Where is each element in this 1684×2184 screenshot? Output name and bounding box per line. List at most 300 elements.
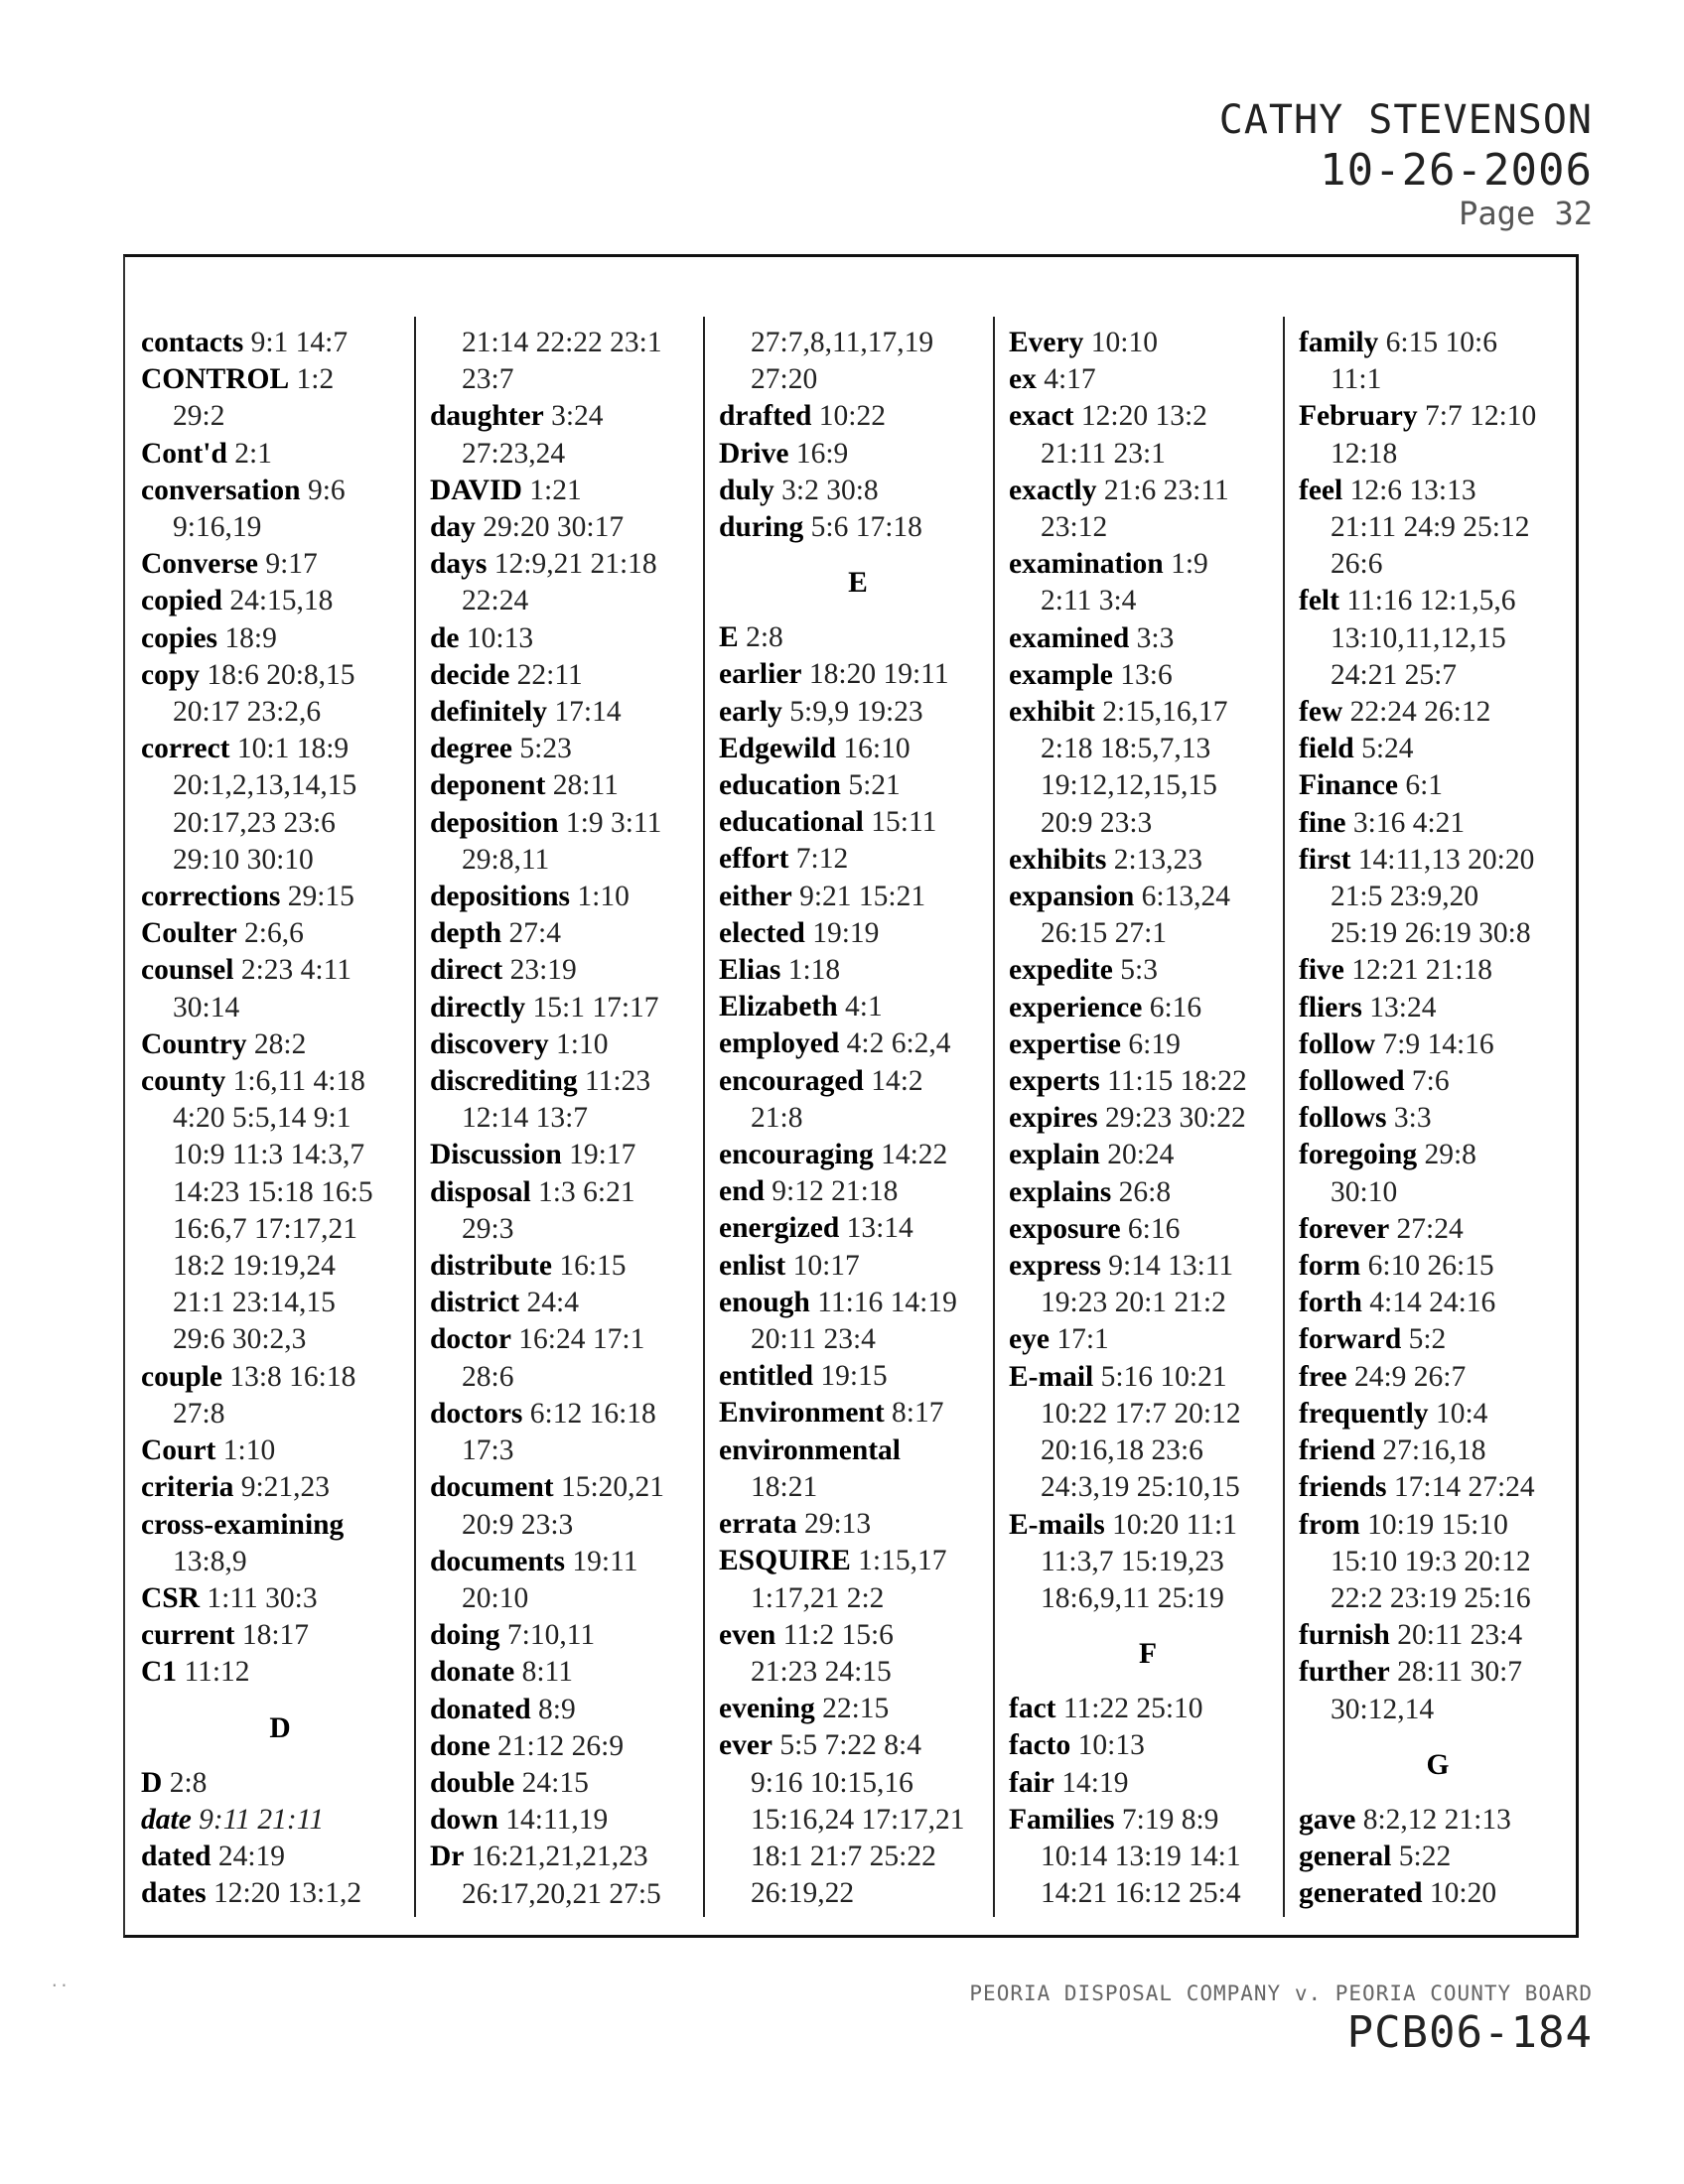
index-page-refs: 16:9: [795, 437, 849, 470]
index-entry: [1299, 1063, 1577, 1100]
index-entry: [719, 1248, 997, 1285]
index-term: conversation: [141, 474, 301, 506]
index-term: contacts: [141, 327, 244, 358]
index-term: DAVID: [430, 474, 522, 506]
index-term: daughter: [430, 400, 544, 433]
index-entry: [719, 989, 997, 1025]
index-entry: [141, 361, 419, 398]
index-page-refs: 23:7: [462, 363, 514, 396]
index-page-refs: 26:8: [1118, 1175, 1172, 1208]
index-entry: [141, 546, 419, 583]
index-page-refs: 29:20 30:17: [483, 511, 625, 544]
index-term: Finance: [1299, 769, 1398, 802]
index-page-refs: 11:3,7 15:19,23: [1041, 1545, 1224, 1577]
index-term: either: [719, 880, 792, 912]
index-term: doctors: [430, 1397, 523, 1430]
index-entry-continuation: [1299, 915, 1577, 952]
index-page-refs: 28:2: [253, 1027, 307, 1060]
index-term: Elizabeth: [719, 991, 838, 1024]
index-entry-continuation: [719, 1100, 997, 1137]
index-term: followed: [1299, 1065, 1405, 1098]
index-page-refs: 10:10: [1090, 327, 1158, 358]
index-page-refs: 4:1: [845, 991, 883, 1024]
index-entry: [430, 1469, 708, 1506]
index-term: foregoing: [1299, 1139, 1418, 1171]
index-entry-continuation: [719, 1875, 997, 1912]
index-term: Country: [141, 1027, 247, 1060]
index-entry: [719, 1025, 997, 1062]
index-page-refs: 3:3: [1393, 1102, 1432, 1135]
index-entry: [1299, 1802, 1577, 1839]
index-entry: [141, 1507, 419, 1544]
index-term: E-mails: [1009, 1508, 1105, 1541]
index-page-refs: 18:20 19:11: [808, 658, 949, 691]
index-term: depth: [430, 917, 502, 950]
index-entry: [430, 1063, 708, 1100]
index-entry: [430, 620, 708, 657]
index-section-letter: F: [1138, 1638, 1158, 1671]
index-page-refs: 16:24 17:1: [518, 1323, 645, 1356]
index-term: fliers: [1299, 991, 1362, 1024]
index-entry: [719, 1210, 997, 1247]
index-entry: [141, 436, 419, 473]
index-entry: [1009, 1359, 1287, 1396]
index-page-refs: 12:21 21:18: [1351, 954, 1493, 987]
index-entry: [1009, 1137, 1287, 1173]
index-page-refs: 7:7 12:10: [1425, 400, 1537, 433]
index-page-refs: 5:3: [1120, 954, 1158, 987]
index-entry: [719, 1691, 997, 1727]
index-term: degree: [430, 733, 512, 765]
index-page-refs: 8:17: [892, 1397, 944, 1430]
index-page-refs: 6:1: [1405, 769, 1444, 802]
index-page-refs: 13:8,9: [173, 1545, 247, 1577]
index-page-refs: 29:10 30:10: [173, 843, 314, 876]
index-page-refs: 18:9: [224, 621, 277, 654]
index-entry-continuation: [1009, 1469, 1287, 1506]
index-page-refs: 24:21 25:7: [1331, 658, 1458, 691]
index-term: February: [1299, 400, 1418, 433]
index-entry: [141, 1580, 419, 1617]
index-term: donate: [430, 1656, 515, 1689]
index-page-refs: 20:17 23:2,6: [173, 696, 322, 729]
index-term: encouraging: [719, 1139, 874, 1171]
index-page-refs: 2:8: [169, 1766, 208, 1799]
index-entry: [141, 473, 419, 509]
index-term: example: [1009, 658, 1113, 691]
index-page-refs: 13:6: [1120, 658, 1173, 691]
index-page-refs: 11:16 14:19: [817, 1286, 957, 1318]
index-page-refs: 10:13: [466, 621, 534, 654]
index-page-refs: 29:13: [803, 1508, 872, 1541]
index-page-refs: 29:8: [1424, 1139, 1476, 1171]
index-page-refs: 1:6,11 4:18: [232, 1065, 365, 1098]
index-page-refs: 30:10: [1331, 1175, 1398, 1208]
index-entry: [1299, 325, 1577, 361]
index-page-refs: 1:2: [296, 363, 335, 396]
index-entry-continuation: [1009, 1580, 1287, 1617]
index-entry: [1009, 1211, 1287, 1248]
index-page-refs: 20:11 23:4: [751, 1323, 876, 1356]
index-entry-continuation: [141, 805, 419, 842]
index-entry-continuation: [1299, 546, 1577, 583]
index-term: from: [1299, 1508, 1360, 1541]
index-term: errata: [719, 1508, 797, 1541]
index-term: Discussion: [430, 1139, 562, 1171]
index-page-refs: 12:18: [1331, 437, 1398, 470]
index-page-refs: 20:17,23 23:6: [173, 806, 336, 839]
index-entry: [141, 1433, 419, 1469]
index-page-refs: 3:24: [551, 400, 604, 433]
index-page-refs: 1:17,21 2:2: [751, 1581, 885, 1614]
index-entry: [1009, 361, 1287, 398]
index-page-refs: 27:20: [751, 363, 818, 396]
index-entry: [430, 1839, 708, 1875]
index-page-refs: 24:15: [521, 1766, 589, 1799]
index-page-refs: 27:16,18: [1382, 1434, 1486, 1467]
index-page-refs: 24:4: [526, 1287, 579, 1319]
index-entry: [141, 879, 419, 915]
index-page-refs: 29:15: [287, 881, 354, 913]
index-page-refs: 1:3 6:21: [538, 1175, 635, 1208]
index-term: forward: [1299, 1323, 1402, 1356]
index-term: days: [430, 548, 488, 581]
index-entry: [141, 1765, 419, 1802]
index-term: depositions: [430, 881, 570, 913]
index-page-refs: 12:9,21 21:18: [493, 548, 657, 581]
index-entry: [719, 1506, 997, 1543]
index-term: forth: [1299, 1287, 1362, 1319]
index-entry: [141, 1802, 419, 1839]
index-term: E: [719, 621, 739, 654]
index-entry: [1009, 1174, 1287, 1211]
index-page-refs: 5:24: [1361, 733, 1414, 765]
index-page-refs: 9:1 14:7: [250, 327, 349, 358]
index-section-letter: E: [848, 567, 868, 600]
index-entry-continuation: [1299, 1692, 1577, 1728]
index-entry: [1299, 1469, 1577, 1506]
index-entry-continuation: [1299, 879, 1577, 915]
index-term: down: [430, 1804, 498, 1837]
index-page-refs: 15:11: [871, 806, 937, 839]
index-entry: [430, 1765, 708, 1802]
index-entry: [1299, 583, 1577, 619]
index-entry-continuation: [141, 1137, 419, 1173]
index-entry: [1299, 842, 1577, 879]
index-entry: [719, 767, 997, 804]
index-page-refs: 19:11: [572, 1545, 638, 1577]
index-page-refs: 17:14 27:24: [1393, 1471, 1535, 1504]
index-entry-continuation: [430, 583, 708, 619]
index-page-refs: 1:10: [222, 1434, 276, 1467]
index-page-refs: 2:23 4:11: [240, 954, 351, 987]
index-page-refs: 30:14: [173, 991, 240, 1024]
index-entry: [1299, 473, 1577, 509]
index-page-refs: 28:11 30:7: [1397, 1656, 1523, 1689]
index-page-refs: 26:6: [1331, 548, 1383, 581]
index-page-refs: 23:19: [509, 954, 577, 987]
index-entry: [430, 509, 708, 546]
index-entry-continuation: [1299, 361, 1577, 398]
index-term: elected: [719, 916, 805, 949]
index-page-refs: 13:24: [1369, 991, 1437, 1024]
index-term: encouraged: [719, 1064, 864, 1097]
index-entry-continuation: [141, 990, 419, 1026]
index-term: exactly: [1009, 474, 1097, 506]
index-page-refs: 27:24: [1396, 1212, 1464, 1245]
index-column-5: [1299, 325, 1577, 1912]
index-term: felt: [1299, 585, 1339, 617]
index-term: follow: [1299, 1027, 1376, 1060]
index-page-refs: 1:10: [556, 1027, 609, 1060]
index-entry-continuation: [719, 1321, 997, 1358]
index-page-refs: 19:17: [569, 1139, 636, 1171]
index-term: few: [1299, 696, 1343, 729]
index-page-refs: 11:15 18:22: [1107, 1065, 1247, 1098]
index-entry: [430, 731, 708, 767]
index-term: de: [430, 621, 460, 654]
index-entry-continuation: [141, 1285, 419, 1321]
index-term: drafted: [719, 400, 812, 433]
index-entry: [430, 767, 708, 804]
index-page-refs: 26:19,22: [751, 1877, 855, 1910]
index-term: date: [141, 1803, 192, 1836]
index-entry-continuation: [719, 1580, 997, 1617]
index-term: copies: [141, 621, 218, 654]
index-entry-continuation: [1009, 1396, 1287, 1433]
index-page-refs: 2:8: [746, 621, 783, 654]
index-term: experts: [1009, 1065, 1100, 1098]
index-term: during: [719, 511, 804, 544]
index-entry: [141, 1839, 419, 1875]
index-entry: [1009, 473, 1287, 509]
index-term: early: [719, 695, 782, 728]
index-entry: [1009, 1321, 1287, 1358]
index-page-refs: 14:23 15:18 16:5: [173, 1175, 373, 1208]
index-page-refs: 2:18 18:5,7,13: [1041, 733, 1211, 765]
index-page-refs: 28:6: [462, 1360, 514, 1393]
index-entry: [1299, 1026, 1577, 1063]
index-page-refs: 2:6,6: [244, 917, 304, 950]
index-term: document: [430, 1471, 554, 1504]
index-page-refs: 30:12,14: [1331, 1693, 1435, 1725]
index-entry: [430, 546, 708, 583]
index-term: fine: [1299, 806, 1346, 839]
index-page-refs: 9:21 15:21: [799, 880, 926, 912]
index-page-refs: 24:15,18: [229, 585, 334, 617]
index-entry: [1299, 1100, 1577, 1137]
index-page-refs: 20:24: [1107, 1139, 1175, 1171]
index-term: energized: [719, 1212, 840, 1245]
index-entry-continuation: [430, 1507, 708, 1544]
index-entry-continuation: [430, 361, 708, 398]
index-entry-continuation: [719, 1654, 997, 1691]
index-column-1: [141, 325, 419, 1912]
index-page-refs: 16:21,21,21,23: [471, 1841, 648, 1873]
index-entry-continuation: [1009, 583, 1287, 619]
index-entry-continuation: [430, 1211, 708, 1248]
word-index-box: [123, 254, 1579, 1938]
index-entry: [719, 398, 997, 435]
index-term: express: [1009, 1250, 1101, 1283]
index-entry-continuation: [1009, 1875, 1287, 1912]
index-term: Elias: [719, 954, 781, 987]
index-term: earlier: [719, 658, 802, 691]
index-page-refs: 5:22: [1398, 1840, 1452, 1872]
index-term: donated: [430, 1693, 531, 1725]
index-entry: [141, 731, 419, 767]
index-page-refs: 26:17,20,21 27:5: [462, 1877, 661, 1910]
index-entry: [719, 619, 997, 656]
index-page-refs: 22:24: [462, 585, 529, 617]
index-page-refs: 14:19: [1061, 1766, 1129, 1799]
footer-case-number: PCB06-184: [1346, 2007, 1593, 2058]
index-entry: [430, 1285, 708, 1321]
index-term: disposal: [430, 1175, 531, 1208]
index-entry: [1299, 1359, 1577, 1396]
index-page-refs: 22:11: [516, 658, 583, 691]
index-entry: [430, 1248, 708, 1285]
index-term: direct: [430, 954, 503, 987]
index-entry: [1009, 990, 1287, 1026]
index-page-refs: 21:23 24:15: [751, 1655, 892, 1688]
index-entry: [719, 1063, 997, 1100]
index-term: employed: [719, 1027, 840, 1060]
index-entry-continuation: [141, 1396, 419, 1433]
index-page-refs: 6:16: [1127, 1212, 1181, 1245]
index-term: definitely: [430, 696, 547, 729]
index-term: Converse: [141, 548, 258, 581]
index-entry: [1299, 1875, 1577, 1912]
index-page-refs: 13:10,11,12,15: [1331, 621, 1506, 654]
index-entry: [1009, 620, 1287, 657]
index-entry: [1009, 657, 1287, 694]
index-page-refs: 5:21: [848, 769, 901, 802]
index-term: CONTROL: [141, 363, 290, 396]
index-page-refs: 2:15,16,17: [1102, 696, 1228, 729]
index-entry: [1299, 767, 1577, 804]
index-term: ESQUIRE: [719, 1545, 851, 1577]
header-date: 10-26-2006: [1320, 145, 1593, 196]
index-entry-continuation: [141, 1174, 419, 1211]
index-term: field: [1299, 733, 1354, 765]
index-page-refs: 12:20 13:2: [1080, 400, 1207, 433]
index-page-refs: 1:9: [1171, 548, 1208, 581]
index-page-refs: 21:8: [751, 1101, 803, 1134]
index-term: documents: [430, 1545, 566, 1577]
index-entry: [1299, 1839, 1577, 1875]
index-entry: [430, 694, 708, 731]
index-page-refs: 12:20 13:1,2: [212, 1877, 362, 1910]
index-page-refs: 12:6 13:13: [1349, 474, 1476, 506]
index-term: discrediting: [430, 1065, 578, 1098]
index-term: couple: [141, 1360, 222, 1393]
index-page-refs: 21:11 24:9 25:12: [1331, 511, 1530, 544]
index-page-refs: 20:11 23:4: [1397, 1619, 1523, 1652]
index-entry: [430, 1544, 708, 1580]
index-entry: [141, 620, 419, 657]
index-page-refs: 9:16,19: [173, 511, 262, 544]
index-entry-continuation: [1299, 509, 1577, 546]
index-entry: [719, 915, 997, 952]
index-page-refs: 18:17: [241, 1619, 310, 1652]
index-term: D: [141, 1766, 163, 1799]
index-page-refs: 5:16 10:21: [1100, 1360, 1227, 1393]
index-page-refs: 14:11,13 20:20: [1357, 843, 1535, 876]
index-page-refs: 29:3: [462, 1212, 514, 1245]
index-term: done: [430, 1729, 491, 1762]
index-entry: [430, 1617, 708, 1654]
index-entry-continuation: [1299, 1544, 1577, 1580]
index-term: expertise: [1009, 1027, 1122, 1060]
index-entry: [430, 1026, 708, 1063]
index-term: ex: [1009, 363, 1037, 396]
index-entry-continuation: [430, 842, 708, 879]
index-term: exact: [1009, 400, 1074, 433]
index-entry-continuation: [719, 1765, 997, 1802]
index-entry-continuation: [430, 436, 708, 473]
index-entry: [1299, 1433, 1577, 1469]
index-page-refs: 11:12: [184, 1656, 250, 1689]
index-term: generated: [1299, 1877, 1423, 1910]
index-entry: [719, 509, 997, 546]
index-term: entitled: [719, 1360, 814, 1393]
index-entry: [430, 1802, 708, 1839]
index-term: explain: [1009, 1139, 1100, 1171]
index-term: current: [141, 1619, 235, 1652]
index-page-refs: 18:6 20:8,15: [207, 658, 355, 691]
index-page-refs: 7:12: [795, 843, 849, 876]
index-page-refs: 1:18: [787, 954, 841, 987]
index-entry-continuation: [141, 1321, 419, 1358]
index-term: Coulter: [141, 917, 237, 950]
index-page-refs: 20:16,18 23:6: [1041, 1434, 1203, 1467]
index-entry-continuation: [719, 361, 997, 398]
index-entry-continuation: [430, 1433, 708, 1469]
index-entry: [719, 656, 997, 693]
index-page-refs: 1:11 30:3: [207, 1581, 318, 1614]
index-page-refs: 11:22 25:10: [1062, 1693, 1203, 1725]
index-entry: [719, 436, 997, 473]
index-entry-continuation: [719, 1469, 997, 1506]
index-page-refs: 7:9 14:16: [1382, 1027, 1494, 1060]
index-term: counsel: [141, 954, 234, 987]
index-page-refs: 2:13,23: [1113, 843, 1203, 876]
index-entry: [1299, 1617, 1577, 1654]
index-term: general: [1299, 1840, 1392, 1872]
index-term: copy: [141, 658, 200, 691]
index-entry: [1009, 1100, 1287, 1137]
index-term: feel: [1299, 474, 1343, 506]
index-entry: [141, 1469, 419, 1506]
index-term: decide: [430, 658, 510, 691]
index-entry: [719, 1617, 997, 1654]
index-page-refs: 3:2 30:8: [781, 474, 879, 506]
index-page-refs: 20:10: [462, 1581, 529, 1614]
index-entry: [141, 325, 419, 361]
index-term: dates: [141, 1877, 207, 1910]
index-term: gave: [1299, 1803, 1356, 1836]
index-entry-continuation: [1299, 1174, 1577, 1211]
index-page-refs: 21:1 23:14,15: [173, 1287, 336, 1319]
index-page-refs: 10:4: [1435, 1397, 1488, 1430]
index-page-refs: 10:19 15:10: [1367, 1508, 1508, 1541]
index-term: first: [1299, 843, 1351, 876]
index-entry-continuation: [1009, 1839, 1287, 1875]
index-term: doing: [430, 1619, 500, 1652]
index-page-refs: 9:14 13:11: [1108, 1250, 1234, 1283]
index-term: E-mail: [1009, 1360, 1094, 1393]
